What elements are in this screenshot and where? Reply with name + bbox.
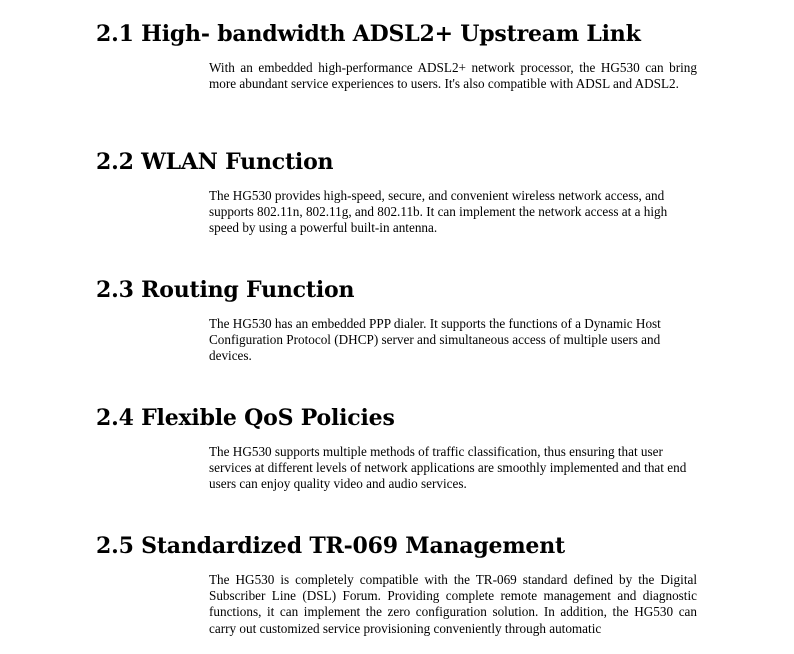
section-body: The HG530 has an embedded PPP dialer. It supports the functions of a Dynamic Host Configuration Protocol (DHCP) server and simultaneous access of multiple users and devices.: [209, 316, 661, 364]
section-heading: 2.1 High- bandwidth ADSL2+ Upstream Link: [96, 21, 641, 47]
section-body: The HG530 provides high-speed, secure, and convenient wireless network access, and supports 802.11n, 802.11g, and 802.11b. It can implement the network access at a high speed by using a powerful built-in antenna.: [209, 188, 668, 236]
section-heading: 2.5 Standardized TR-069 Management: [96, 533, 565, 559]
section-heading: 2.2 WLAN Function: [96, 149, 334, 175]
section-heading: 2.4 Flexible QoS Policies: [96, 405, 395, 431]
section-body: With an embedded high-performance ADSL2+ network processor, the HG530 can bring more abundant service experiences to users. It's also compatible with ADSL and ADSL2.: [209, 60, 697, 92]
section-heading: 2.3 Routing Function: [96, 277, 355, 303]
section-body: The HG530 is completely compatible with the TR-069 standard defined by the Digital Subscriber Line (DSL) Forum. Providing complete remote management and diagnostic functions, it can implement the zero configuration solution. In addition, the HG530 can carry out customized service provisioning conveniently through automatic: [209, 572, 697, 636]
section-body: The HG530 supports multiple methods of traffic classification, thus ensuring that user services at different levels of network applications are smoothly implemented and that end users can enjoy quality video and audio services.: [209, 444, 687, 492]
